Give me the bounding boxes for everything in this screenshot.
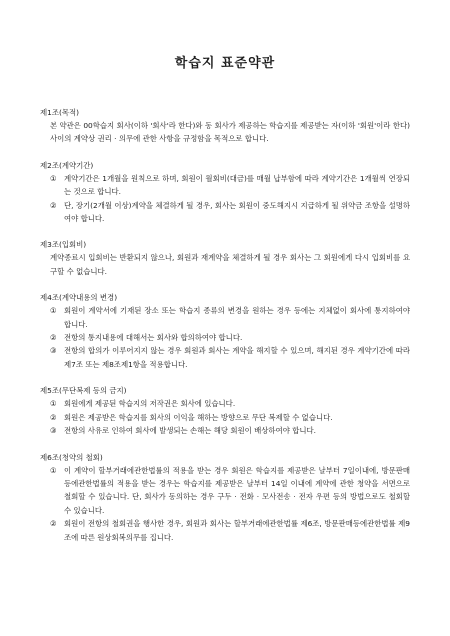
clause (50, 331, 410, 344)
clause-text: 회원이 전항의 철회권을 행사한 경우, 회원과 회사는 할부거래에관한법률 제6조, 방문판매등에관한법률 제9조에 따른 원상회복의무를 집니다. (64, 519, 410, 542)
clause (50, 344, 410, 371)
article-heading: 제4조(계약내용의 변경) (40, 293, 118, 303)
clause (50, 397, 410, 410)
clause-text: 계약기간은 1개월을 원칙으로 하며, 회원이 월회비(대금)를 매월 납부함에 따라 계약기간은 1개월씩 연장되는 것으로 합니다. (64, 173, 410, 197)
article (40, 452, 410, 544)
clause-text: 전항의 통지내용에 대해서는 회사와 합의하여야 합니다. (64, 333, 243, 343)
article (40, 239, 410, 278)
clause-number: ① (50, 306, 57, 316)
clause-text: 이 계약이 할부거래에관한법률의 적용을 받는 경우 회원은 학습지를 제공받은 날부터 7일이내에, 방문판매등에관한법률의 적용을 받는 경우는 학습지를 제공받은 날부터 14일 이내에 계약에 관한 청약을 서면으로 철회할 수 있습니다. 단, 회사가 동의하는 경우 구두 · 전화 · 모사전송 · 전자 우편 등의 방법으로도 철회할 수 있습니다. (64, 465, 410, 515)
clause-text: 회원에게 제공된 학습지의 저작권은 회사에 있습니다. (64, 399, 236, 409)
clause-list (40, 464, 410, 544)
clause-text: 단, 장기(2개월 이상)계약을 체결하게 될 경우, 회사는 회원이 중도해지시 지급하게 될 위약금 조항을 설명하여야 합니다. (64, 200, 410, 224)
clause (50, 424, 410, 437)
clause-text: 전항의 합의가 이루어지지 않는 경우 회원과 회사는 계약을 해지할 수 있으며, 해지된 경우 계약기간에 따라 제7조 또는 제8조제1항을 적용합니다. (64, 346, 410, 369)
clause-list (40, 397, 410, 437)
article-heading: 제6조(청약의 철회) (40, 452, 103, 462)
article-body: 본 약관은 00학습지 회사(이하 '회사'라 한다)와 동 회사가 제공하는 학습지를 제공받는 자(이하 '회원'이라 한다)사이의 계약상 권리 · 의무에 관한 사항을 규정함을 목적으로 합니다. (50, 121, 410, 144)
clause-number: ③ (50, 426, 57, 436)
clause-text: 회원이 계약서에 기재된 장소 또는 학습지 종류의 변경을 원하는 경우 등에는 지체없이 회사에 통지하여야 합니다. (64, 306, 410, 329)
article-body: 계약종료시 입회비는 반환되지 않으나, 회원과 재계약을 체결하게 될 경우 회사는 그 회원에게 다시 입회비를 요구할 수 없습니다. (50, 253, 410, 276)
clause-text: 회원은 제공받은 학습지를 회사의 이익을 해하는 방향으로 무단 복제할 수 없습니다. (64, 412, 333, 422)
clause (50, 464, 410, 518)
article-heading: 제2조(계약기간) (40, 160, 94, 170)
article-heading: 제3조(입회비) (40, 240, 87, 250)
clause-list (40, 304, 410, 371)
clause-number: ② (50, 200, 57, 210)
article (40, 160, 410, 226)
clause (50, 411, 410, 424)
article-heading: 제5조(무단복제 등의 금지) (40, 386, 127, 396)
clause (50, 199, 410, 226)
clause-number: ② (50, 412, 57, 422)
clause (50, 304, 410, 331)
article (40, 107, 410, 146)
clause-number: ① (50, 399, 57, 409)
clause (50, 517, 410, 544)
article (40, 385, 410, 437)
document-title: 학습지 표준약관 (174, 56, 276, 71)
article (40, 292, 410, 371)
article-list (40, 107, 410, 544)
clause-number: ① (50, 173, 57, 183)
clause (50, 172, 410, 199)
clause-number: ③ (50, 346, 57, 356)
clause-number: ② (50, 333, 57, 343)
clause-text: 전항의 사유로 인하여 회사에 발생되는 손해는 해당 회원이 배상하여야 합니다. (64, 426, 316, 436)
clause-list (40, 172, 410, 226)
article-heading: 제1조(목적) (40, 108, 80, 117)
clause-number: ② (50, 519, 57, 529)
clause-number: ① (50, 465, 57, 475)
